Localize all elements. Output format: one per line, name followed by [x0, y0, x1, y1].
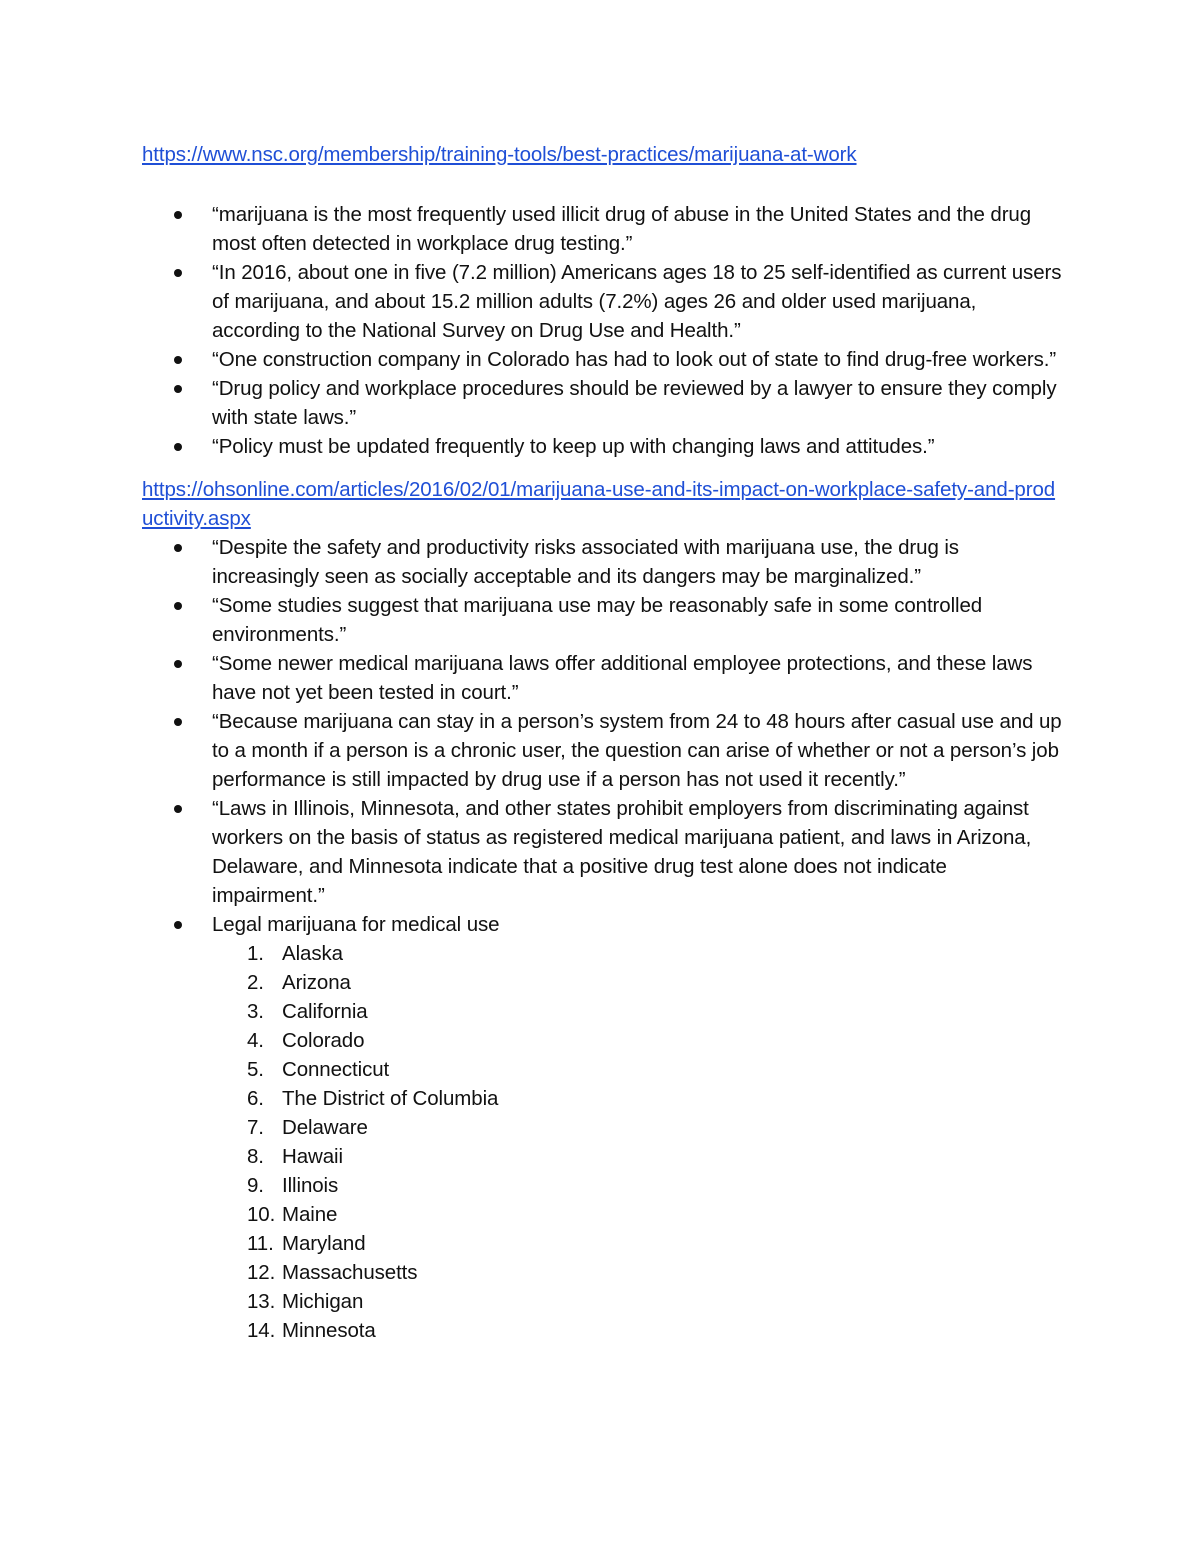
- state-name: Arizona: [282, 971, 351, 994]
- state-number: 6.: [247, 1087, 264, 1110]
- state-item: [142, 939, 1062, 968]
- state-name: Maine: [282, 1203, 338, 1226]
- list-item: Legal marijuana for medical use: [142, 910, 1062, 939]
- state-number: 3.: [247, 1000, 264, 1023]
- state-item: [142, 1287, 1062, 1316]
- state-number: 2.: [247, 971, 264, 994]
- state-name: Alaska: [282, 942, 343, 965]
- state-name: The District of Columbia: [282, 1087, 499, 1110]
- state-number: 7.: [247, 1116, 264, 1139]
- state-item: [142, 1026, 1062, 1055]
- state-number: 11.: [247, 1232, 274, 1255]
- state-name: Maryland: [282, 1232, 366, 1255]
- list-item: “Laws in Illinois, Minnesota, and other states prohibit employers from discriminating against workers on the basis of status as registered medical marijuana patient, and laws in Arizona, Delaware, and Minnesota indicate that a positive drug test alone does not indicate impairment.”: [142, 794, 1062, 910]
- ohs-section: [142, 475, 1062, 1345]
- state-item: [142, 1316, 1062, 1345]
- state-name: Michigan: [282, 1290, 364, 1313]
- list-item: “Some newer medical marijuana laws offer additional employee protections, and these laws have not yet been tested in court.”: [142, 649, 1062, 707]
- state-item: [142, 1200, 1062, 1229]
- state-name: Delaware: [282, 1116, 368, 1139]
- state-name: Connecticut: [282, 1058, 390, 1081]
- medical-marijuana-states-list: [142, 939, 1062, 1345]
- list-item: “Policy must be updated frequently to keep up with changing laws and attitudes.”: [142, 432, 1062, 461]
- document-body: [142, 140, 1062, 1345]
- list-item: “Because marijuana can stay in a person’s system from 24 to 48 hours after casual use and up to a month if a person is a chronic user, the question can arise of whether or not a person’s job performance is still impacted by drug use if a person has not used it recently.”: [142, 707, 1062, 794]
- list-item: “One construction company in Colorado has had to look out of state to find drug-free workers.”: [142, 345, 1062, 374]
- list-item: “In 2016, about one in five (7.2 million) Americans ages 18 to 25 self-identified as current users of marijuana, and about 15.2 million adults (7.2%) ages 26 and older used marijuana, according to the National Survey on Drug Use and Health.”: [142, 258, 1062, 345]
- state-item: [142, 997, 1062, 1026]
- state-number: 8.: [247, 1145, 264, 1168]
- state-name: Hawaii: [282, 1145, 343, 1168]
- state-name: Massachusetts: [282, 1261, 418, 1284]
- list-item: “marijuana is the most frequently used illicit drug of abuse in the United States and the drug most often detected in workplace drug testing.”: [142, 200, 1062, 258]
- state-number: 12.: [247, 1261, 276, 1284]
- list-item: “Drug policy and workplace procedures should be reviewed by a lawyer to ensure they comply with state laws.”: [142, 374, 1062, 432]
- state-number: 9.: [247, 1174, 264, 1197]
- nsc-quote-list: [142, 200, 1062, 461]
- state-name: California: [282, 1000, 368, 1023]
- state-name: Colorado: [282, 1029, 365, 1052]
- ohs-quote-list: [142, 533, 1062, 939]
- state-name: Minnesota: [282, 1319, 376, 1342]
- state-item: [142, 1171, 1062, 1200]
- source-link-nsc[interactable]: https://www.nsc.org/membership/training-tools/best-practices/marijuana-at-work: [142, 143, 857, 166]
- state-item: [142, 1142, 1062, 1171]
- list-item: “Despite the safety and productivity risks associated with marijuana use, the drug is increasingly seen as socially acceptable and its dangers may be marginalized.”: [142, 533, 1062, 591]
- state-name: Illinois: [282, 1174, 339, 1197]
- state-number: 1.: [247, 942, 264, 965]
- state-item: [142, 968, 1062, 997]
- list-item: “Some studies suggest that marijuana use may be reasonably safe in some controlled environments.”: [142, 591, 1062, 649]
- source-link-ohsonline[interactable]: https://ohsonline.com/articles/2016/02/01/marijuana-use-and-its-impact-on-workplace-safety-and-productivity.aspx: [142, 478, 1056, 530]
- state-item: [142, 1084, 1062, 1113]
- state-number: 5.: [247, 1058, 264, 1081]
- state-number: 13.: [247, 1290, 276, 1313]
- state-item: [142, 1055, 1062, 1084]
- state-number: 14.: [247, 1319, 276, 1342]
- state-number: 10.: [247, 1203, 276, 1226]
- state-number: 4.: [247, 1029, 264, 1052]
- state-item: [142, 1229, 1062, 1258]
- state-item: [142, 1258, 1062, 1287]
- state-item: [142, 1113, 1062, 1142]
